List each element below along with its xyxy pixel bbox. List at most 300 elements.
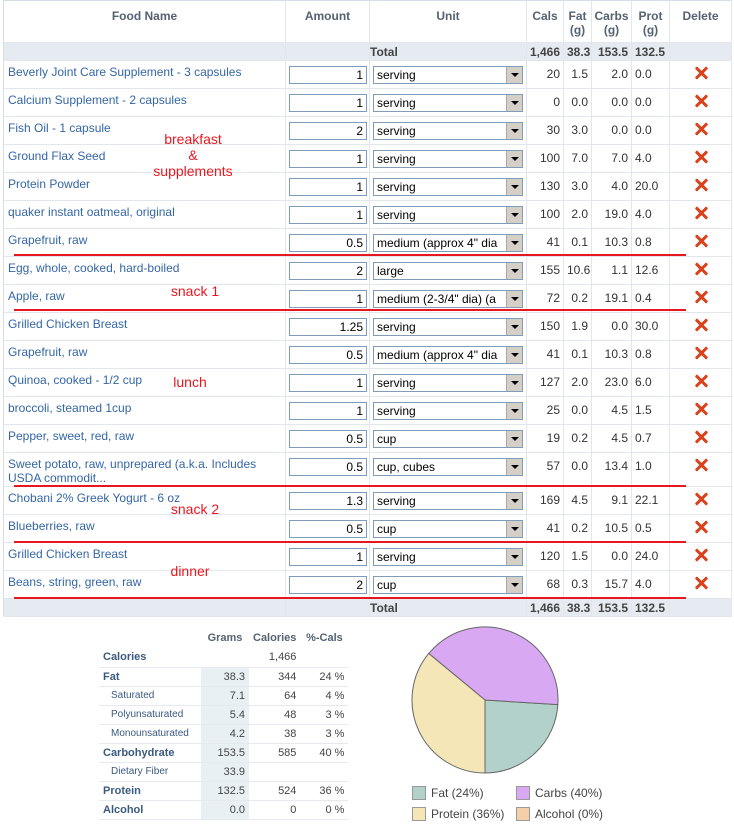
prot-value: 20.0 xyxy=(632,173,670,201)
unit-select[interactable] xyxy=(373,94,523,112)
divider-line xyxy=(14,309,686,311)
fat-value: 3.0 xyxy=(564,173,592,201)
total-fat: 38.3 xyxy=(564,43,592,61)
amount-input[interactable] xyxy=(289,206,367,224)
unit-select[interactable] xyxy=(373,150,523,168)
food-name-link[interactable]: Grilled Chicken Breast xyxy=(4,313,286,341)
prot-value: 1.5 xyxy=(632,397,670,425)
total-prot: 132.5 xyxy=(632,599,670,617)
dropdown-arrow-icon[interactable] xyxy=(506,123,522,139)
amount-input[interactable] xyxy=(289,346,367,364)
unit-value: cup, cubes xyxy=(377,460,436,474)
total-label: Total xyxy=(370,43,527,61)
food-row xyxy=(4,341,732,369)
annotation-breakfast: breakfast & supplements xyxy=(153,131,233,179)
annotation-snack2: snack 2 xyxy=(170,501,220,517)
legend-label: Fat (24%) xyxy=(431,786,484,800)
carbs-value: 15.7 xyxy=(592,571,632,599)
nutrition-row xyxy=(99,705,348,724)
nutrient-pct: 36 % xyxy=(300,781,348,800)
carbs-value: 19.0 xyxy=(592,201,632,229)
food-name-link[interactable]: Grilled Chicken Breast xyxy=(4,543,286,571)
col-fat[interactable]: Fat (g) xyxy=(564,1,592,43)
prot-value: 4.0 xyxy=(632,145,670,173)
delete-icon[interactable] xyxy=(693,519,709,535)
carbs-value: 0.0 xyxy=(592,89,632,117)
food-name-link[interactable]: quaker instant oatmeal, original xyxy=(4,201,286,229)
legend-swatch xyxy=(412,807,426,821)
delete-icon[interactable] xyxy=(693,65,709,81)
amount-input[interactable] xyxy=(289,94,367,112)
food-row xyxy=(4,201,732,229)
cals-value: 130 xyxy=(527,173,564,201)
amount-input[interactable] xyxy=(289,548,367,566)
delete-icon[interactable] xyxy=(693,261,709,277)
cals-value: 41 xyxy=(527,341,564,369)
nutrient-pct: 40 % xyxy=(300,743,348,762)
cals-value: 120 xyxy=(527,543,564,571)
nutrition-row xyxy=(99,800,348,819)
nutrition-header-row xyxy=(99,628,348,648)
nutrient-grams xyxy=(201,648,249,667)
nutrient-grams: 38.3 xyxy=(201,667,249,686)
fat-value: 0.0 xyxy=(564,453,592,487)
nutrient-label: Dietary Fiber xyxy=(99,762,201,781)
nutrient-grams: 132.5 xyxy=(201,781,249,800)
unit-value: cup xyxy=(377,522,397,536)
nutrient-label: Protein xyxy=(99,781,201,800)
nutrient-pct xyxy=(300,762,348,781)
unit-select[interactable] xyxy=(373,318,523,336)
carbs-value: 0.0 xyxy=(592,543,632,571)
unit-select[interactable] xyxy=(373,234,523,252)
dropdown-arrow-icon[interactable] xyxy=(506,431,522,447)
cals-value: 25 xyxy=(527,397,564,425)
nutrient-pct: 3 % xyxy=(300,705,348,724)
carbs-value: 4.0 xyxy=(592,173,632,201)
unit-select[interactable] xyxy=(373,374,523,392)
dropdown-arrow-icon[interactable] xyxy=(506,493,522,509)
dropdown-arrow-icon[interactable] xyxy=(506,549,522,565)
dropdown-arrow-icon[interactable] xyxy=(506,347,522,363)
carbs-value: 13.4 xyxy=(592,453,632,487)
amount-input[interactable] xyxy=(289,458,367,476)
cals-value: 41 xyxy=(527,515,564,543)
dropdown-arrow-icon[interactable] xyxy=(506,459,522,475)
food-row xyxy=(4,257,732,285)
nutrient-calories: 0 xyxy=(249,800,300,819)
fat-value: 0.1 xyxy=(564,341,592,369)
food-name-link[interactable]: Blueberries, raw xyxy=(4,515,286,543)
carbs-value: 1.1 xyxy=(592,257,632,285)
delete-icon[interactable] xyxy=(693,401,709,417)
nutrient-calories: 38 xyxy=(249,724,300,743)
food-row xyxy=(4,453,732,487)
food-name-link[interactable]: Beans, string, green, raw xyxy=(4,571,286,599)
nutrient-grams: 153.5 xyxy=(201,743,249,762)
food-name-link[interactable]: Fish Oil - 1 capsule xyxy=(4,117,286,145)
annotation-snack1: snack 1 xyxy=(170,283,220,299)
prot-value: 4.0 xyxy=(632,201,670,229)
unit-select[interactable] xyxy=(373,576,523,594)
unit-value: serving xyxy=(377,376,416,390)
food-name-link[interactable]: Chobani 2% Greek Yogurt - 6 oz xyxy=(4,487,286,515)
amount-input[interactable] xyxy=(289,318,367,336)
unit-value: medium (approx 4" dia xyxy=(377,348,498,362)
fat-value: 0.0 xyxy=(564,397,592,425)
col-carbs[interactable]: Carbs (g) xyxy=(592,1,632,43)
fat-value: 2.0 xyxy=(564,369,592,397)
food-name-link[interactable]: Calcium Supplement - 2 capsules xyxy=(4,89,286,117)
carbs-value: 10.3 xyxy=(592,341,632,369)
legend-item xyxy=(412,807,504,821)
delete-icon[interactable] xyxy=(693,345,709,361)
col-amount[interactable]: Amount xyxy=(286,1,370,43)
legend-swatch xyxy=(516,786,530,800)
dropdown-arrow-icon[interactable] xyxy=(506,207,522,223)
food-row xyxy=(4,173,732,201)
nutrient-calories: 64 xyxy=(249,686,300,705)
amount-input[interactable] xyxy=(289,576,367,594)
unit-select[interactable] xyxy=(373,430,523,448)
total-carbs: 153.5 xyxy=(592,599,632,617)
prot-value: 0.5 xyxy=(632,515,670,543)
total-prot: 132.5 xyxy=(632,43,670,61)
fat-value: 0.2 xyxy=(564,425,592,453)
nutrient-calories: 1,466 xyxy=(249,648,300,667)
amount-input[interactable] xyxy=(289,150,367,168)
divider-line xyxy=(14,254,686,256)
nutrient-label: Calories xyxy=(99,648,201,667)
food-row xyxy=(4,543,732,571)
nutrient-grams: 33.9 xyxy=(201,762,249,781)
legend-item xyxy=(412,786,484,800)
total-carbs: 153.5 xyxy=(592,43,632,61)
fat-value: 7.0 xyxy=(564,145,592,173)
nutr-col-calories: Calories xyxy=(253,632,297,644)
delete-icon[interactable] xyxy=(693,233,709,249)
cals-value: 57 xyxy=(527,453,564,487)
food-row xyxy=(4,229,732,257)
dropdown-arrow-icon[interactable] xyxy=(506,263,522,279)
carbs-value: 19.1 xyxy=(592,285,632,313)
prot-value: 22.1 xyxy=(632,487,670,515)
dropdown-arrow-icon[interactable] xyxy=(506,95,522,111)
unit-select[interactable] xyxy=(373,178,523,196)
amount-input[interactable] xyxy=(289,178,367,196)
amount-input[interactable] xyxy=(289,430,367,448)
nutr-col-grams: Grams xyxy=(207,632,243,644)
legend-item xyxy=(516,807,603,821)
nutrient-pct: 3 % xyxy=(300,724,348,743)
nutrient-calories: 48 xyxy=(249,705,300,724)
unit-select[interactable] xyxy=(373,548,523,566)
legend-item xyxy=(516,786,602,800)
food-name-link[interactable]: Grapefruit, raw xyxy=(4,341,286,369)
delete-icon[interactable] xyxy=(693,547,709,563)
nutrition-row xyxy=(99,667,348,686)
cals-value: 20 xyxy=(527,61,564,89)
nutrient-grams: 7.1 xyxy=(201,686,249,705)
fat-value: 3.0 xyxy=(564,117,592,145)
unit-select[interactable] xyxy=(373,290,523,308)
amount-input[interactable] xyxy=(289,262,367,280)
delete-icon[interactable] xyxy=(693,491,709,507)
amount-input[interactable] xyxy=(289,374,367,392)
pie-slice-fat xyxy=(485,700,558,773)
carbs-value: 4.5 xyxy=(592,397,632,425)
nutrient-pct: 0 % xyxy=(300,800,348,819)
delete-icon[interactable] xyxy=(693,177,709,193)
food-row xyxy=(4,89,732,117)
nutrition-row xyxy=(99,781,348,800)
unit-select[interactable] xyxy=(373,520,523,538)
food-row xyxy=(4,425,732,453)
dropdown-arrow-icon[interactable] xyxy=(506,577,522,593)
nutrient-calories: 344 xyxy=(249,667,300,686)
delete-icon[interactable] xyxy=(693,121,709,137)
delete-icon[interactable] xyxy=(693,373,709,389)
total-fat: 38.3 xyxy=(564,599,592,617)
legend-label: Carbs (40%) xyxy=(535,786,603,800)
cals-value: 127 xyxy=(527,369,564,397)
unit-value: serving xyxy=(377,68,416,82)
unit-value: serving xyxy=(377,404,416,418)
col-food-name[interactable]: Food Name xyxy=(4,1,286,43)
cals-value: 0 xyxy=(527,89,564,117)
nutrient-label: Carbohydrate xyxy=(99,743,201,762)
unit-value: cup xyxy=(377,432,397,446)
col-unit[interactable]: Unit xyxy=(370,1,527,43)
prot-value: 0.0 xyxy=(632,61,670,89)
legend-swatch xyxy=(412,786,426,800)
unit-value: serving xyxy=(377,180,416,194)
delete-icon[interactable] xyxy=(693,317,709,333)
carbs-value: 10.5 xyxy=(592,515,632,543)
food-name-link[interactable]: Sweet potato, raw, unprepared (a.k.a. Includes USDA commodit... xyxy=(4,453,286,487)
fat-value: 4.5 xyxy=(564,487,592,515)
food-name-link[interactable]: Beverly Joint Care Supplement - 3 capsules xyxy=(4,61,286,89)
food-row xyxy=(4,487,732,515)
cals-value: 100 xyxy=(527,145,564,173)
unit-value: serving xyxy=(377,124,416,138)
carbs-value: 23.0 xyxy=(592,369,632,397)
fat-value: 0.2 xyxy=(564,285,592,313)
dropdown-arrow-icon[interactable] xyxy=(506,521,522,537)
prot-value: 24.0 xyxy=(632,543,670,571)
delete-icon[interactable] xyxy=(693,289,709,305)
unit-value: medium (2-3/4" dia) (a xyxy=(377,292,496,306)
prot-value: 0.7 xyxy=(632,425,670,453)
fat-value: 1.9 xyxy=(564,313,592,341)
dropdown-arrow-icon[interactable] xyxy=(506,179,522,195)
cals-value: 68 xyxy=(527,571,564,599)
dropdown-arrow-icon[interactable] xyxy=(506,403,522,419)
fat-value: 0.3 xyxy=(564,571,592,599)
nutrition-row xyxy=(99,648,348,667)
food-name-link[interactable]: broccoli, steamed 1cup xyxy=(4,397,286,425)
nutrition-row xyxy=(99,724,348,743)
amount-input[interactable] xyxy=(289,290,367,308)
prot-value: 0.0 xyxy=(632,89,670,117)
prot-value: 6.0 xyxy=(632,369,670,397)
nutrition-row xyxy=(99,686,348,705)
unit-value: serving xyxy=(377,320,416,334)
cals-value: 19 xyxy=(527,425,564,453)
food-name-link[interactable]: Quinoa, cooked - 1/2 cup xyxy=(4,369,286,397)
carbs-value: 0.0 xyxy=(592,117,632,145)
nutrient-pct: 4 % xyxy=(300,686,348,705)
cals-value: 41 xyxy=(527,229,564,257)
food-row xyxy=(4,515,732,543)
amount-input[interactable] xyxy=(289,402,367,420)
prot-value: 0.8 xyxy=(632,341,670,369)
dropdown-arrow-icon[interactable] xyxy=(506,291,522,307)
delete-icon[interactable] xyxy=(693,93,709,109)
prot-value: 0.4 xyxy=(632,285,670,313)
carbs-value: 9.1 xyxy=(592,487,632,515)
carbs-value: 0.0 xyxy=(592,313,632,341)
food-row xyxy=(4,61,732,89)
nutrient-grams: 0.0 xyxy=(201,800,249,819)
nutrient-calories xyxy=(249,762,300,781)
divider-line xyxy=(14,541,686,543)
food-row xyxy=(4,117,732,145)
fat-value: 0.1 xyxy=(564,229,592,257)
unit-value: serving xyxy=(377,208,416,222)
prot-value: 12.6 xyxy=(632,257,670,285)
unit-value: large xyxy=(377,264,404,278)
food-name-link[interactable]: Pepper, sweet, red, raw xyxy=(4,425,286,453)
carbs-value: 7.0 xyxy=(592,145,632,173)
amount-input[interactable] xyxy=(289,66,367,84)
prot-value: 1.0 xyxy=(632,453,670,487)
amount-input[interactable] xyxy=(289,234,367,252)
nutrient-pct: 24 % xyxy=(300,667,348,686)
legend-label: Protein (36%) xyxy=(431,807,505,821)
cals-value: 72 xyxy=(527,285,564,313)
food-row xyxy=(4,397,732,425)
nutrient-label: Fat xyxy=(99,667,201,686)
dropdown-arrow-icon[interactable] xyxy=(506,319,522,335)
divider-line xyxy=(14,597,686,599)
divider-line xyxy=(14,485,686,487)
nutrient-label: Saturated xyxy=(99,686,201,705)
col-prot[interactable]: Prot (g) xyxy=(632,1,670,43)
unit-value: cup xyxy=(377,578,397,592)
food-row xyxy=(4,369,732,397)
fat-value: 10.6 xyxy=(564,257,592,285)
fat-value: 0.0 xyxy=(564,89,592,117)
carbs-value: 2.0 xyxy=(592,61,632,89)
fat-value: 1.5 xyxy=(564,61,592,89)
food-name-link[interactable]: Ground Flax Seed xyxy=(4,145,286,173)
food-name-link[interactable]: Apple, raw xyxy=(4,285,286,313)
nutrient-label: Alcohol xyxy=(99,800,201,819)
col-cals[interactable]: Cals xyxy=(527,1,564,43)
nutrient-grams: 4.2 xyxy=(201,724,249,743)
unit-select[interactable] xyxy=(373,492,523,510)
dropdown-arrow-icon[interactable] xyxy=(506,151,522,167)
unit-select[interactable] xyxy=(373,346,523,364)
delete-icon[interactable] xyxy=(693,457,709,473)
unit-select[interactable] xyxy=(373,262,523,280)
cals-value: 155 xyxy=(527,257,564,285)
amount-input[interactable] xyxy=(289,492,367,510)
total-row-top xyxy=(4,43,732,61)
amount-input[interactable] xyxy=(289,520,367,538)
annotation-dinner: dinner xyxy=(170,563,210,579)
fat-value: 0.2 xyxy=(564,515,592,543)
nutrient-grams: 5.4 xyxy=(201,705,249,724)
delete-icon[interactable] xyxy=(693,149,709,165)
total-label: Total xyxy=(370,599,527,617)
food-name-link[interactable]: Grapefruit, raw xyxy=(4,229,286,257)
food-row xyxy=(4,571,732,599)
unit-value: serving xyxy=(377,96,416,110)
carbs-value: 10.3 xyxy=(592,229,632,257)
prot-value: 0.8 xyxy=(632,229,670,257)
col-delete: Delete xyxy=(670,1,732,43)
fat-value: 1.5 xyxy=(564,543,592,571)
nutrient-pct xyxy=(300,648,348,667)
dropdown-arrow-icon[interactable] xyxy=(506,235,522,251)
unit-select[interactable] xyxy=(373,122,523,140)
unit-select[interactable] xyxy=(373,66,523,84)
cals-value: 30 xyxy=(527,117,564,145)
cals-value: 169 xyxy=(527,487,564,515)
unit-value: serving xyxy=(377,550,416,564)
total-cals: 1,466 xyxy=(527,43,564,61)
delete-icon[interactable] xyxy=(693,205,709,221)
prot-value: 0.0 xyxy=(632,117,670,145)
header-row xyxy=(4,1,732,43)
total-cals: 1,466 xyxy=(527,599,564,617)
unit-select[interactable] xyxy=(373,206,523,224)
unit-select[interactable] xyxy=(373,458,523,476)
macro-pie-chart xyxy=(405,620,565,780)
carbs-value: 4.5 xyxy=(592,425,632,453)
dropdown-arrow-icon[interactable] xyxy=(506,375,522,391)
nutrition-row xyxy=(99,743,348,762)
nutr-col-pct: %-Cals xyxy=(306,632,343,644)
cals-value: 150 xyxy=(527,313,564,341)
total-row-bottom xyxy=(4,599,732,617)
nutrient-label: Polyunsaturated xyxy=(99,705,201,724)
dropdown-arrow-icon[interactable] xyxy=(506,67,522,83)
food-name-link[interactable]: Egg, whole, cooked, hard-boiled xyxy=(4,257,286,285)
legend-label: Alcohol (0%) xyxy=(535,807,604,821)
fat-value: 2.0 xyxy=(564,201,592,229)
unit-select[interactable] xyxy=(373,402,523,420)
nutrition-summary-table xyxy=(99,628,348,820)
delete-icon[interactable] xyxy=(693,575,709,591)
prot-value: 30.0 xyxy=(632,313,670,341)
nutrition-row xyxy=(99,762,348,781)
delete-icon[interactable] xyxy=(693,429,709,445)
legend-swatch xyxy=(516,807,530,821)
unit-value: serving xyxy=(377,494,416,508)
unit-value: serving xyxy=(377,152,416,166)
nutrient-calories: 524 xyxy=(249,781,300,800)
cals-value: 100 xyxy=(527,201,564,229)
food-name-link[interactable]: Protein Powder xyxy=(4,173,286,201)
annotation-lunch: lunch xyxy=(173,374,207,390)
nutrient-label: Monounsaturated xyxy=(99,724,201,743)
amount-input[interactable] xyxy=(289,122,367,140)
nutrient-calories: 585 xyxy=(249,743,300,762)
prot-value: 4.0 xyxy=(632,571,670,599)
